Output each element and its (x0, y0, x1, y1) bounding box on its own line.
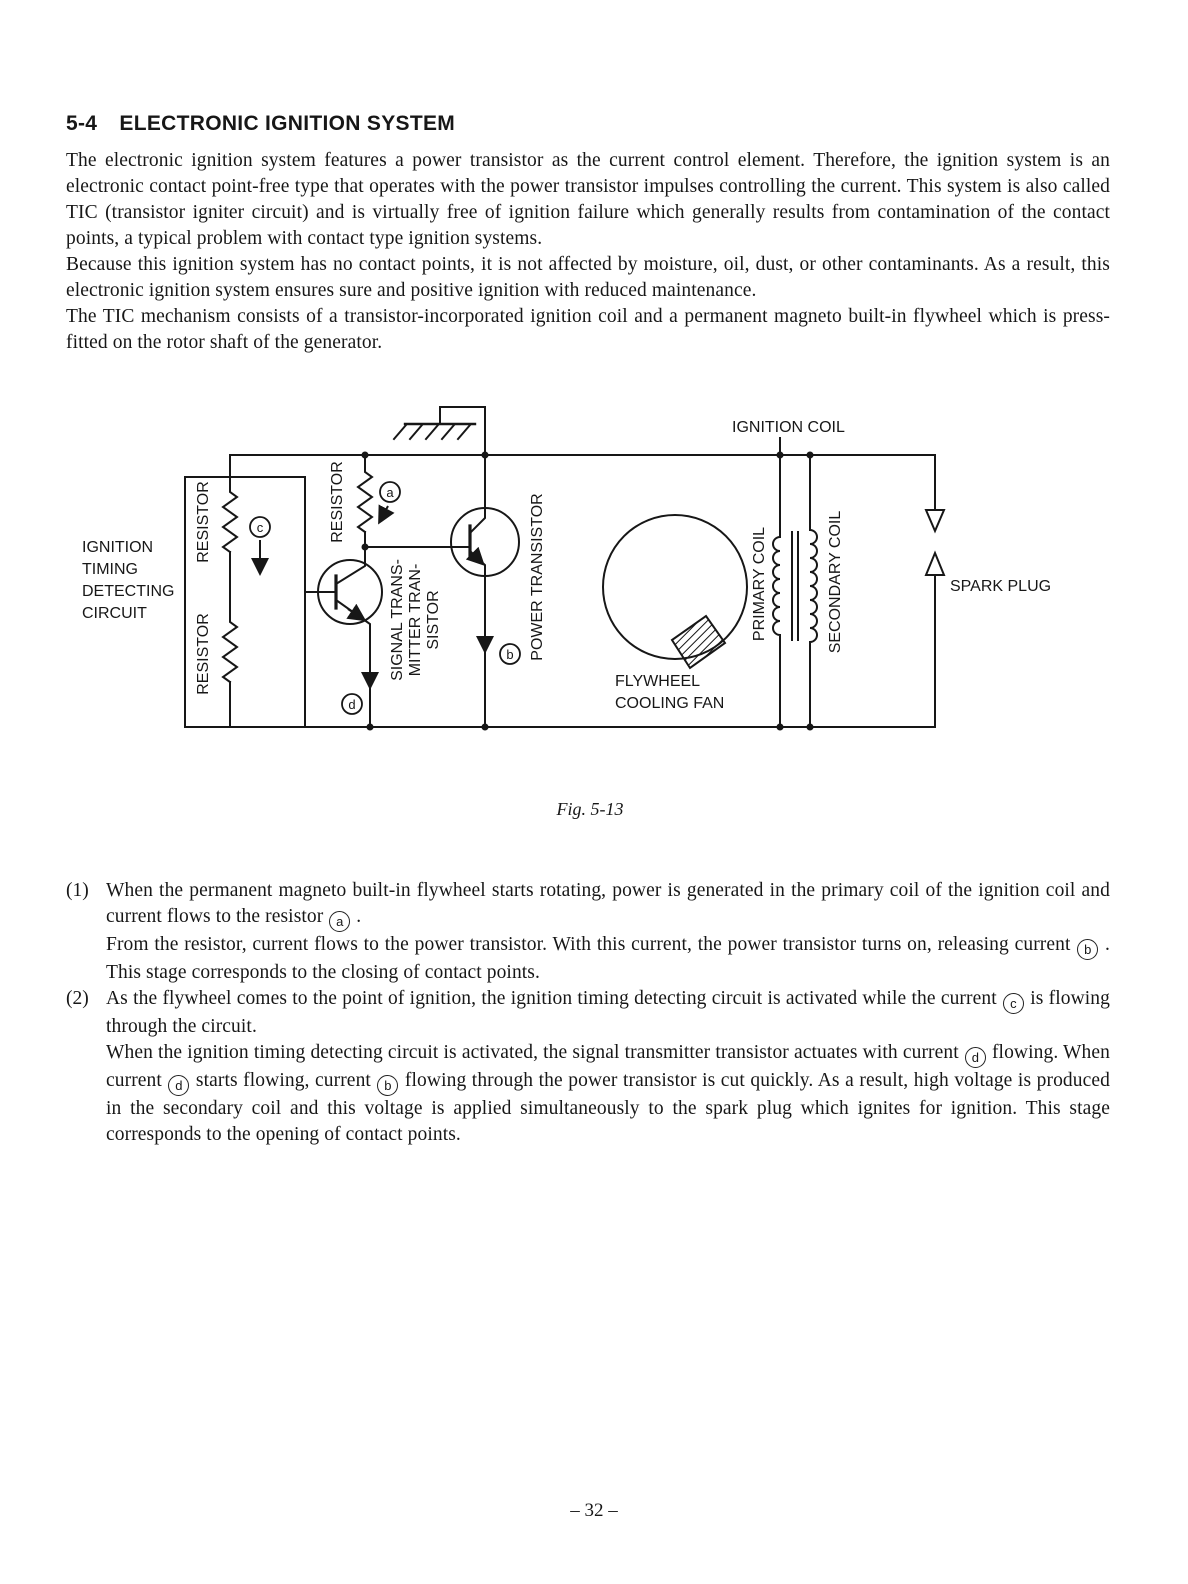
signal-emitter-arrow (348, 609, 363, 619)
ground-icon (394, 424, 475, 439)
label-ignition-coil: IGNITION COIL (732, 419, 845, 436)
label-resistor-bottom: RESISTOR (195, 613, 212, 695)
current-a-arrow (380, 506, 388, 521)
label-resistor-top: RESISTOR (195, 481, 212, 563)
label-resistor-base: RESISTOR (329, 461, 346, 543)
circled-current-label: c (1003, 993, 1024, 1014)
resistor-base-symbol (358, 455, 372, 547)
current-d-badge (342, 694, 362, 714)
page-number: – 32 – (570, 1500, 618, 1521)
section-title: ELECTRONIC IGNITION SYSTEM (119, 112, 456, 135)
paragraph-1: The electronic ignition system features a power transistor as the current control element. Therefore, the ignition system is an electronic contact point-free type that operates with the power transistor impulses controlling the current. This system is also called TIC (transistor igniter circuit) and is virtually free of ignition failure which generally results from contamination of the contact points, a typical problem with contact type ignition systems. (66, 150, 1110, 249)
label-power-transistor: POWER TRANSISTOR (529, 493, 546, 661)
circled-current-label: a (329, 911, 350, 932)
current-b-badge (500, 644, 520, 664)
current-c-badge (250, 517, 270, 537)
resistor-top-symbol (223, 455, 237, 552)
list-item (66, 986, 1110, 1148)
svg-text:b: b (506, 647, 514, 662)
section-heading (66, 112, 1110, 136)
spark-plug-symbol (926, 455, 944, 727)
circuit-diagram-svg (80, 382, 1100, 782)
label-ignition-timing-line1: IGNITION (82, 539, 154, 556)
cooling-fan-blade (672, 616, 725, 668)
section-number: 5-4 (66, 112, 98, 135)
circuit-figure (80, 382, 1100, 820)
circled-current-label: b (1077, 939, 1098, 960)
label-flywheel-line2: COOLING FAN (615, 695, 725, 712)
label-signal-transistor-line3: SISTOR (425, 590, 442, 650)
circled-current-label: b (377, 1075, 398, 1096)
label-ignition-timing-line3: DETECTING (82, 583, 175, 600)
label-spark-plug: SPARK PLUG (950, 578, 1052, 595)
list-item-text: When the permanent magneto built-in flywheel starts rotating, power is generated in the primary coil of the ignition coil and current flows to the resistor a . From the resistor, current flows to the power transistor. With this current, the power transistor turns on, releasing current b . This stage corresponds to the closing of contact points. (106, 880, 1111, 983)
list-item (66, 878, 1110, 986)
power-emitter-arrow (473, 554, 482, 563)
primary-coil-symbol (773, 455, 780, 727)
svg-text:c: c (256, 520, 264, 535)
current-a-badge (380, 482, 400, 502)
numbered-list (66, 878, 1110, 1148)
list-item-number: (2) (66, 988, 89, 1009)
paragraph-3: The TIC mechanism consists of a transistor-incorporated ignition coil and a permanent magneto built-in flywheel which is press-fitted on the rotor shaft of the generator. (66, 306, 1110, 353)
figure-caption: Fig. 5-13 (556, 799, 624, 819)
circled-current-label: d (965, 1047, 986, 1068)
label-primary-coil: PRIMARY COIL (751, 526, 768, 642)
label-signal-transistor-line1: SIGNAL TRANS- (389, 559, 406, 681)
label-secondary-coil: SECONDARY COIL (827, 510, 844, 654)
label-ignition-timing-line4: CIRCUIT (82, 605, 147, 622)
coil-core (792, 532, 798, 640)
label-ignition-timing-line2: TIMING (82, 561, 138, 578)
label-signal-transistor-line2: MITTER TRAN- (407, 563, 424, 677)
list-item-number: (1) (66, 880, 89, 901)
svg-text:a: a (386, 485, 394, 500)
list-item-text: As the flywheel comes to the point of ignition, the ignition timing detecting circuit is activated while the current c is flowing through the circuit. When the ignition timing detecting circuit is activated, the signal transmitter transistor actuates with current d flowing. When current d starts flowing, current b flowing through the power transistor is cut quickly. As a result, high voltage is produced in the secondary coil and this voltage is applied simultaneously to the spark plug which ignites for ignition. This stage corresponds to the opening of contact points. (106, 988, 1110, 1145)
resistor-bottom-symbol (223, 552, 237, 727)
svg-text:d: d (348, 697, 356, 712)
label-flywheel-line1: FLYWHEEL (615, 673, 701, 690)
diagram-labels (82, 419, 1051, 714)
circled-current-label: d (168, 1075, 189, 1096)
paragraph-2: Because this ignition system has no contact points, it is not affected by moisture, oil, dust, or other contaminants. As a result, this electronic ignition system ensures sure and positive ignition with reduced maintenance. (66, 254, 1110, 301)
secondary-coil-symbol (810, 455, 817, 727)
